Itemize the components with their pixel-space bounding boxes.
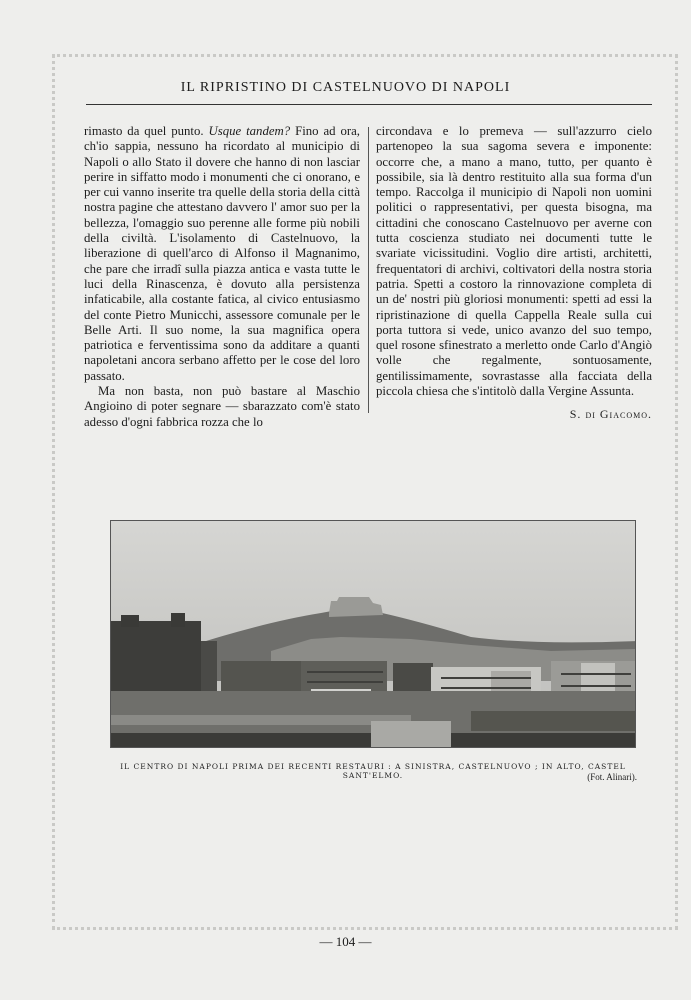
photo-illustration <box>111 521 636 748</box>
running-header: IL RIPRISTINO DI CASTELNUOVO DI NAPOLI <box>180 80 511 95</box>
italic-phrase: Usque tandem? <box>208 124 291 138</box>
text-span: Fino ad ora, ch'io sappia, nessuno ha ricordato al municipio di Napoli o allo Stato il dovere che hanno di non lasciar perire in siffatto modo i monumenti che ci onorano, e per cui vanno inserite tra quelle della storia della città nostra pagine che attestano davvero l' amor suo per la bellezza, l'omaggio suo perenne alle forme più nobili della civiltà. L'isolamento di Castelnuovo, la liberazione di quell'arco di Alfonso il Magnanimo, che pare che irradî sulla piazza antica e vasta tutte le luci della Rinascenza, è dovuto alla persistenza infaticabile, alla costante fatica, al civico entusiasmo del conte Pietro Municchi, assessore comunale per le Belle Arti. Il suo nome, la sua magnifica opera patriotica e ferventissima sono da additare a quanti napoletani ancora serbano affetto per le cose del loro passato. <box>84 124 361 383</box>
photograph-naples-skyline <box>110 520 636 748</box>
left-paragraph-2: Ma non basta, non può bastare al Maschio Angioino di poter segnare — sbarazzato com'è stato adesso d'ogni fabbrica rozza che lo <box>84 384 360 429</box>
photo-caption: IL CENTRO DI NAPOLI PRIMA DEI RECENTI RESTAURI : A SINISTRA, CASTELNUOVO ; IN ALTO, CASTEL SANT'ELMO. <box>120 762 626 780</box>
signature-name: di Giacomo. <box>585 407 652 422</box>
photo-credit: (Fot. Alinari). <box>587 772 637 782</box>
signature-initial: S. <box>569 407 586 422</box>
text-span: rimasto da quel punto. <box>84 124 204 138</box>
header-rule <box>86 104 652 105</box>
right-paragraph-1: circondava e lo premeva — sull'azzurro cielo partenopeo la sua sagoma severa e imponente: occorre che, a mano a mano, tutto, per quanto è possibile, sia là dentro restituito alla sua forma d'un tempo. Raccolga il municipio di Napoli non uomini politici o rappresentativi, per questa bisogna, ma cittadini che conoscano Castelnuovo per averne con tutta coscienza studiato nei documenti tutte le svariate vicissitudini. Voglio dire artisti, architetti, frequentatori di archivi, coltivatori della nostra storia patria. Spetti a costoro la rinnovazione completa di un de' nostri più gloriosi monumenti: spetti ad essi la ripristinazione di quella Cappella Reale sulla cui porta tuttora si vede, unico avanzo del suo tempo, quel rosone sfinestrato a merletto onde Carlo d'Angiò volle che regalmente, sontuosamente, gentilissimamente, sovrastasse alla facciata della piccola chiesa che s'intitolò dalla Vergine Assunta. <box>376 124 652 399</box>
left-paragraph-1 <box>84 124 360 384</box>
author-signature <box>376 407 652 422</box>
page-number: — 104 — <box>319 934 372 949</box>
column-separator <box>368 127 369 413</box>
left-column <box>84 124 360 430</box>
right-column <box>376 124 652 423</box>
